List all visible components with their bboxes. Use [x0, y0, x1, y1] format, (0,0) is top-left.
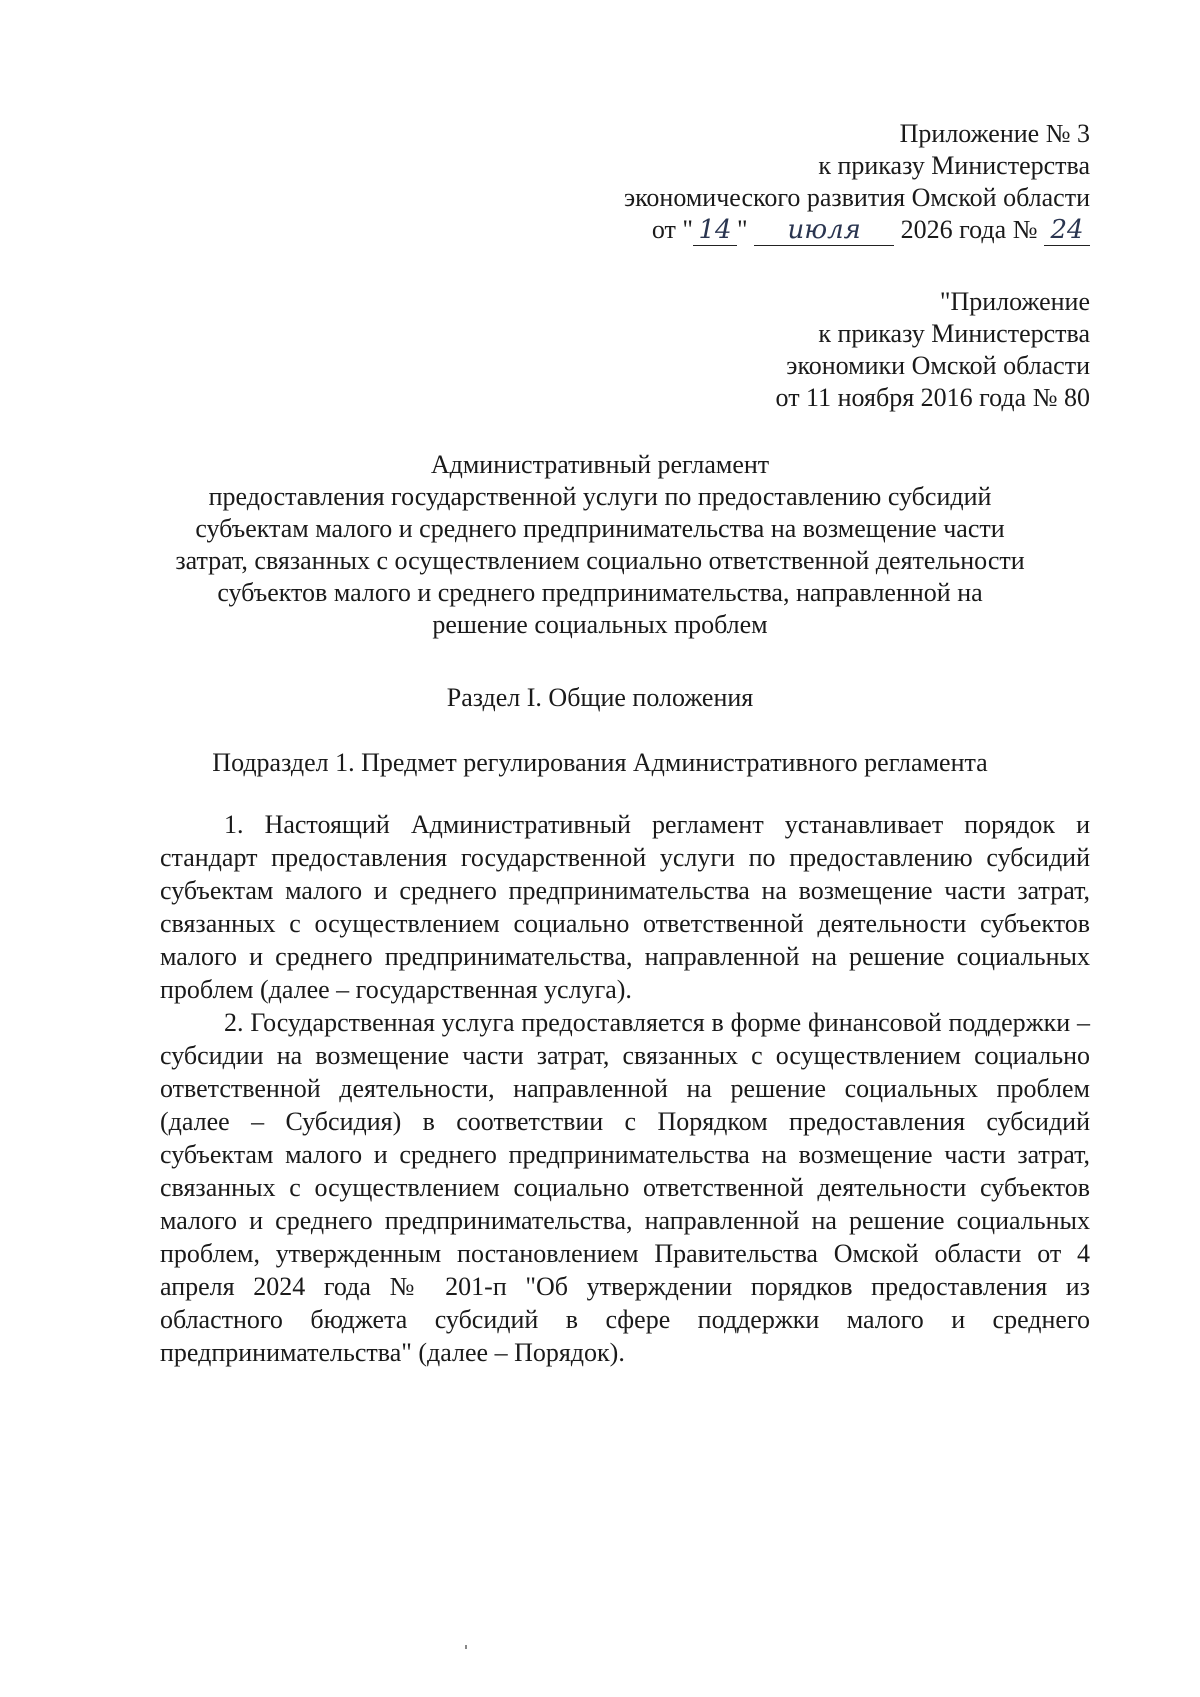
date-year: 2026 года №	[900, 215, 1038, 244]
body-text	[160, 808, 1090, 1369]
date-prefix: от "	[651, 215, 694, 244]
prev-appendix-order-ref: к приказу Министерства	[818, 319, 1090, 348]
appendix-ministry: экономического развития Омской области	[623, 183, 1090, 212]
appendix-number: Приложение № 3	[899, 119, 1090, 148]
handwritten-day: 14	[693, 217, 737, 246]
subsection-heading: Подраздел 1. Предмет регулирования Административного регламента	[212, 748, 988, 777]
date-quote-close: "	[737, 215, 748, 244]
title-line: Административный регламент	[430, 450, 770, 479]
section-heading: Раздел I. Общие положения	[446, 683, 754, 712]
appendix-order-ref: к приказу Министерства	[818, 151, 1090, 180]
title-line: предоставления государственной услуги по предоставлению субсидий	[208, 482, 992, 511]
title-line: затрат, связанных с осуществлением социально ответственной деятельности	[175, 546, 1025, 575]
title-line: решение социальных проблем	[432, 610, 768, 639]
title-line: субъектов малого и среднего предпринимательства, направленной на	[217, 578, 983, 607]
paragraph: 2. Государственная услуга предоставляется в форме финансовой поддержки – субсидии на возмещение части затрат, связанных с осуществлением социально ответственной деятельности, направленной на решение социальных проблем (далее – Субсидия) в соответствии с Порядком предоставления субсидий субъектам малого и среднего предпринимательства на возмещение части затрат, связанных с осуществлением социально ответственной деятельности субъектов малого и среднего предпринимательства, направленной на решение социальных проблем, утвержденным постановлением Правительства Омской области от 4 апреля 2024 года № 201-п "Об утверждении порядков предоставления из областного бюджета субсидий в сфере поддержки малого и среднего предпринимательства" (далее – Порядок).	[160, 1008, 1090, 1367]
prev-appendix-ministry: экономики Омской области	[786, 351, 1090, 380]
scan-speck	[465, 1645, 467, 1649]
appendix-header	[624, 118, 1090, 246]
paragraph: 1. Настоящий Административный регламент устанавливает порядок и стандарт предоставления государственной услуги по предоставлению субсидий субъектам малого и среднего предпринимательства на возмещение части затрат, связанных с осуществлением социально ответственной деятельности субъектов малого и среднего предпринимательства, направленной на решение социальных проблем (далее – государственная услуга).	[160, 810, 1090, 1004]
title-line: субъектам малого и среднего предпринимательства на возмещение части	[195, 514, 1005, 543]
previous-appendix-header	[776, 286, 1090, 414]
prev-appendix-date: от 11 ноября 2016 года № 80	[775, 383, 1090, 412]
document-title	[130, 449, 1070, 641]
prev-appendix-label: "Приложение	[939, 287, 1090, 316]
appendix-date-line	[624, 214, 1090, 246]
handwritten-month: июля	[754, 217, 894, 246]
handwritten-order-number: 24	[1044, 217, 1090, 246]
